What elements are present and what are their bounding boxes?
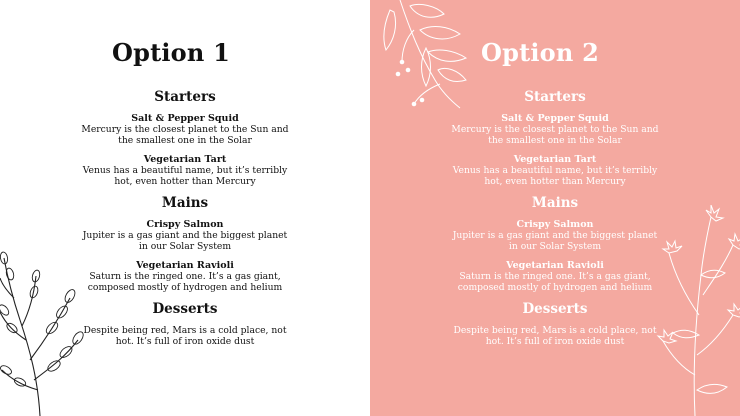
item-name: Salt & Pepper Squid	[501, 113, 609, 124]
option-1-title: Option 1	[111, 38, 230, 67]
item-description: Despite being red, Mars is a cold place, not hot. It’s full of iron oxide dust	[83, 325, 287, 347]
item-description: Mercury is the closest planet to the Sun and the smallest one in the Solar	[81, 124, 289, 146]
option-1-mains	[0, 195, 370, 293]
option-1-menu	[0, 38, 370, 355]
option-2-title: Option 2	[480, 38, 599, 67]
item-description: Venus has a beautiful name, but it’s terribly hot, even hotter than Mercury	[82, 165, 288, 187]
item-description: Jupiter is a gas giant and the biggest planet in our Solar System	[452, 230, 658, 252]
option-2-starters	[370, 89, 740, 187]
item-name: Vegetarian Tart	[143, 154, 227, 165]
option-2-panel	[370, 0, 740, 416]
menu-item	[0, 219, 370, 252]
menu-item	[370, 113, 740, 146]
item-name: Vegetarian Tart	[513, 154, 597, 165]
item-name: Vegetarian Ravioli	[136, 260, 234, 271]
item-description: Jupiter is a gas giant and the biggest planet in our Solar System	[82, 230, 288, 252]
menu-item	[370, 325, 740, 347]
menu-item	[370, 154, 740, 187]
option-1-starters	[0, 89, 370, 187]
item-description: Saturn is the ringed one. It’s a gas giant, composed mostly of hydrogen and helium	[87, 271, 283, 293]
menu-item	[370, 219, 740, 252]
item-name: Salt & Pepper Squid	[131, 113, 239, 124]
section-title-mains: Mains	[531, 195, 579, 211]
item-description: Despite being red, Mars is a cold place, not hot. It’s full of iron oxide dust	[453, 325, 657, 347]
item-name: Crispy Salmon	[516, 219, 594, 230]
section-title-mains: Mains	[161, 195, 209, 211]
menu-item	[370, 260, 740, 293]
section-title-desserts: Desserts	[152, 301, 218, 317]
item-name: Crispy Salmon	[146, 219, 224, 230]
item-name: Vegetarian Ravioli	[506, 260, 604, 271]
item-description: Saturn is the ringed one. It’s a gas giant, composed mostly of hydrogen and helium	[457, 271, 653, 293]
section-title-starters: Starters	[154, 89, 216, 105]
item-description: Venus has a beautiful name, but it’s terribly hot, even hotter than Mercury	[452, 165, 658, 187]
section-title-starters: Starters	[524, 89, 586, 105]
option-1-desserts	[0, 301, 370, 347]
option-2-mains	[370, 195, 740, 293]
item-description: Mercury is the closest planet to the Sun and the smallest one in the Solar	[451, 124, 659, 146]
menu-item	[0, 325, 370, 347]
menu-item	[0, 260, 370, 293]
option-2-desserts	[370, 301, 740, 347]
section-title-desserts: Desserts	[522, 301, 588, 317]
menu-item	[0, 113, 370, 146]
option-2-menu	[370, 38, 740, 355]
menu-item	[0, 154, 370, 187]
